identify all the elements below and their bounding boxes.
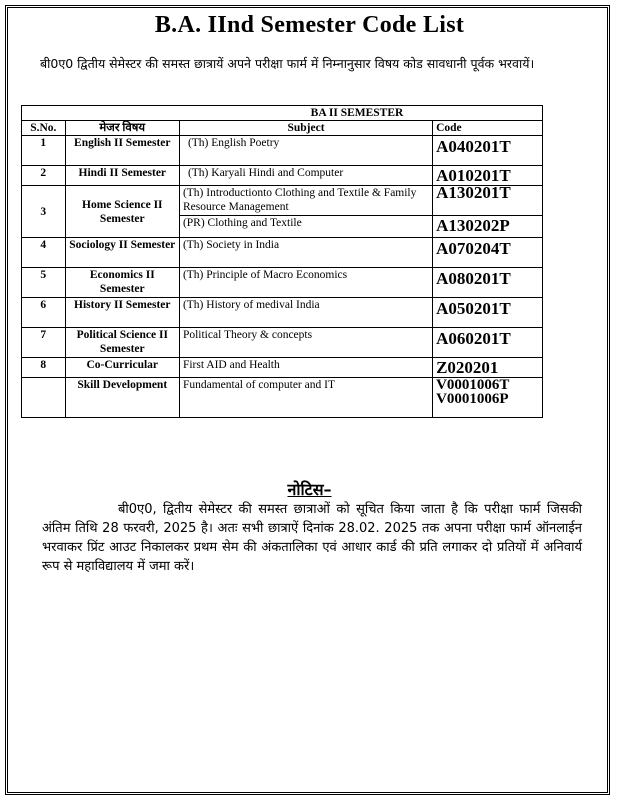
table-row <box>22 238 543 268</box>
row-sno: 2 <box>22 166 66 186</box>
row-major: English II Semester <box>65 136 179 166</box>
row-subject: (Th) English Poetry <box>179 136 432 166</box>
col-major-header: मेजर विषय <box>65 121 179 136</box>
row-sno: 6 <box>22 298 66 328</box>
row-code: A080201T <box>433 268 543 298</box>
row-code <box>433 378 543 418</box>
col-sno-header: S.No. <box>22 121 66 136</box>
row-sno: 1 <box>22 136 66 166</box>
table-row <box>22 268 543 298</box>
row-major: History II Semester <box>65 298 179 328</box>
table-row <box>22 378 543 418</box>
row-code: Z020201 <box>433 358 543 378</box>
row-subject: (Th) Society in India <box>179 238 432 268</box>
row-sno <box>22 378 66 418</box>
table-header-row <box>22 121 543 136</box>
row-sno: 4 <box>22 238 66 268</box>
row-code: A070204T <box>433 238 543 268</box>
page-title: B.A. IInd Semester Code List <box>154 12 465 38</box>
table-row <box>22 136 543 166</box>
row-sno: 7 <box>22 328 66 358</box>
row-subject: Political Theory & concepts <box>179 328 432 358</box>
row-subject: First AID and Health <box>179 358 432 378</box>
row-code: A050201T <box>433 298 543 328</box>
row-sno: 8 <box>22 358 66 378</box>
subject-code-table <box>21 105 543 418</box>
col-subject-header: Subject <box>179 121 432 136</box>
table-row <box>22 298 543 328</box>
row-subject: Fundamental of computer and IT <box>179 378 432 418</box>
row-major: Sociology II Semester <box>65 238 179 268</box>
table-row <box>22 358 543 378</box>
row-sno: 5 <box>22 268 66 298</box>
row-subject: (Th) History of medival India <box>179 298 432 328</box>
row-major: Home Science II Semester <box>65 186 179 238</box>
row-subject: (Th) Principle of Macro Economics <box>179 268 432 298</box>
row-subject: (Th) Introductionto Clothing and Textile & Family Resource Management <box>179 186 432 216</box>
notice-heading: नोटिस– <box>287 480 332 499</box>
row-code-practical: A130202P <box>433 216 543 238</box>
row-major: Economics II Semester <box>65 268 179 298</box>
row-major: Co-Curricular <box>65 358 179 378</box>
row-major: Hindi II Semester <box>65 166 179 186</box>
intro-paragraph: बी0ए0 द्वितीय सेमेस्टर की समस्त छात्रायें अपने परीक्षा फार्म में निम्नानुसार विषय कोड सावधानी पूर्वक भरवायें। <box>40 56 535 71</box>
row-code: A130201T <box>433 186 543 216</box>
row-major: Skill Development <box>65 378 179 418</box>
semester-header: BA II SEMESTER <box>310 107 404 119</box>
row-code-theory: V0001006T <box>436 377 510 393</box>
row-subject-practical: (PR) Clothing and Textile <box>179 216 432 238</box>
col-code-header: Code <box>433 121 543 136</box>
row-sno: 3 <box>22 186 66 238</box>
row-major: Political Science II Semester <box>65 328 179 358</box>
row-subject: (Th) Karyali Hindi and Computer <box>179 166 432 186</box>
table-row <box>22 328 543 358</box>
table-row <box>22 186 543 216</box>
notice-body: बी0ए0, द्वितीय सेमेस्टर की समस्त छात्राओं को सूचित किया जाता है कि परीक्षा फार्म जिसकी अंतिम तिथि 28 फरवरी, 2025 है। अतः सभी छात्राऐं दिनांक 28.02. 2025 तक अपना परीक्षा फार्म ऑनलाईन भरवाकर प्रिंट आउट निकालकर प्रथम सेम की अंकतालिका एवं आधार कार्ड की प्रति लगाकर दो प्रतियों में अनिवार्य रूप से महाविद्यालय में जमा करें। <box>42 502 582 574</box>
row-code: A010201T <box>433 166 543 186</box>
row-code: A040201T <box>433 136 543 166</box>
row-code: A060201T <box>433 328 543 358</box>
row-code-practical: V0001006P <box>436 391 509 407</box>
